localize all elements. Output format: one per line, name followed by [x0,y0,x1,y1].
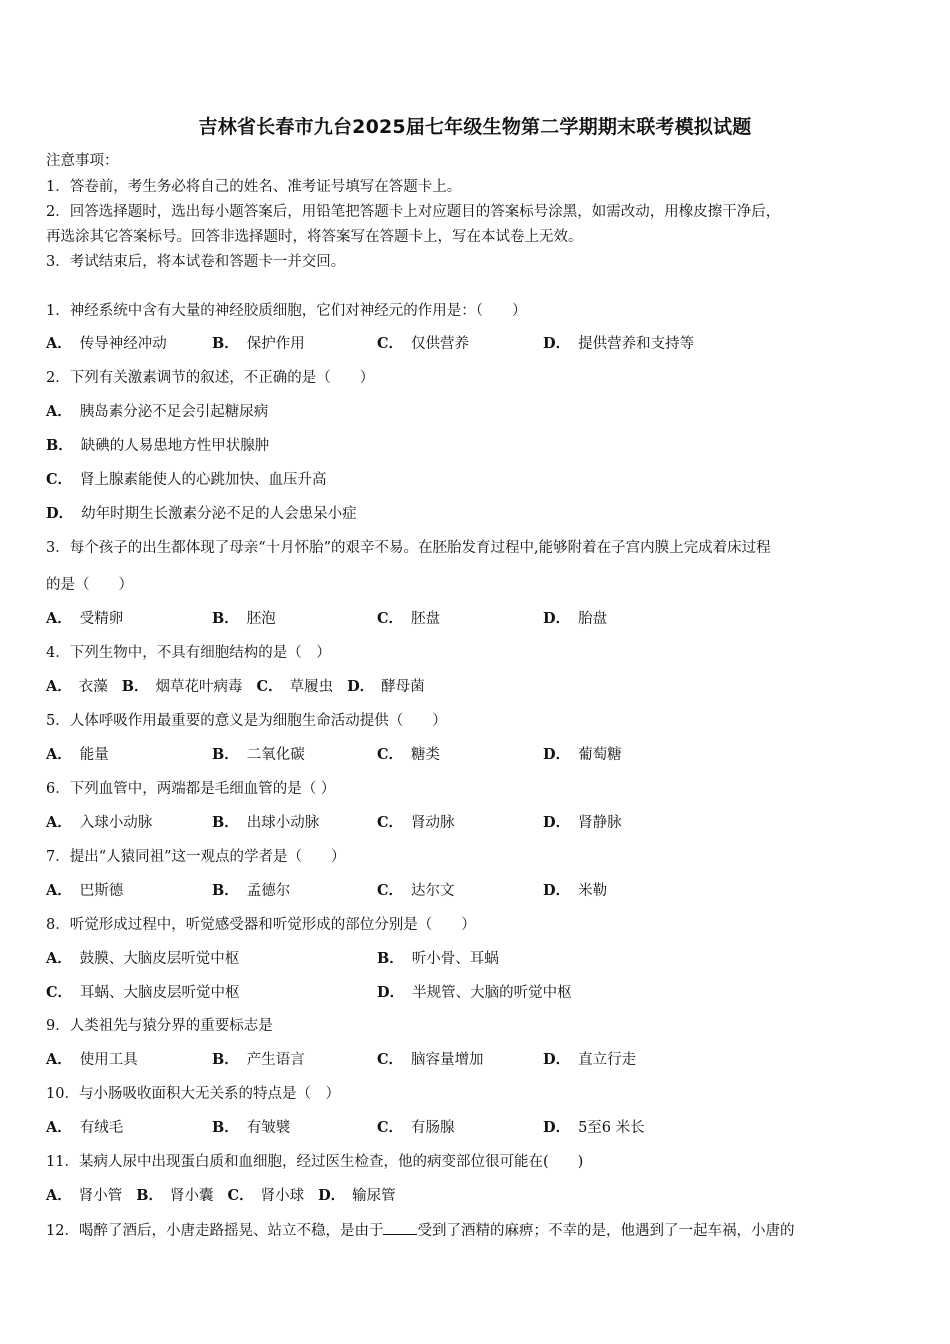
question-6-option-a: A． 入球小动脉 [46,814,153,831]
question-7-option-b: B． 孟德尔 [212,882,291,899]
question-9-option-a: A． 使用工具 [46,1051,138,1068]
question-10-option-c: C． 有肠腺 [377,1119,455,1136]
answer-blank [383,1220,417,1235]
question-9-option-b: B． 产生语言 [212,1051,305,1068]
question-2-stem: 2．下列有关激素调节的叙述，不正确的是（ ） [46,370,375,386]
notice-item: 2．回答选择题时，选出每小题答案后，用铅笔把答题卡上对应题目的答案标号涂黑，如需改动，用橡皮擦干净后， [46,204,781,220]
question-6-option-c: C． 肾动脉 [377,814,455,831]
question-5-option-d: D． 葡萄糖 [543,746,622,763]
question-6-option-b: B． 出球小动脉 [212,814,320,831]
question-5-option-a: A． 能量 [46,746,109,763]
question-3-stem-continued: 的是（ ） [46,577,133,593]
question-9-option-d: D． 直立行走 [543,1051,637,1068]
notice-item: 1．答卷前，考生务必将自己的姓名、准考证号填写在答题卡上。 [46,179,462,195]
question-4-options: A． 衣藻 B． 烟草花叶病毒 C． 草履虫 D． 酵母菌 [46,678,425,695]
question-9-option-c: C． 脑容量增加 [377,1051,484,1068]
question-3-stem: 3．每个孩子的出生都体现了母亲“十月怀胎”的艰辛不易。在胚胎发育过程中,能够附着在子宫内膜上完成着床过程 [46,540,771,556]
question-10-option-b: B． 有皱襞 [212,1119,291,1136]
question-1-option-c: C． 仅供营养 [377,335,470,352]
question-9-stem: 9．人类祖先与猿分界的重要标志是 [46,1018,273,1034]
question-8-option-d: D． 半规管、大脑的听觉中枢 [377,984,572,1001]
question-8-option-b: B． 听小骨、耳蜗 [377,950,499,967]
question-2-option-c: C． 肾上腺素能使人的心跳加快、血压升高 [46,471,327,488]
question-4-stem: 4．下列生物中，不具有细胞结构的是（ ） [46,645,331,661]
question-6-option-d: D． 肾静脉 [543,814,622,831]
question-7-option-a: A． 巴斯德 [46,882,124,899]
question-11-stem: 11．某病人尿中出现蛋白质和血细胞，经过医生检查，他的病变部位很可能在( ) [46,1154,584,1170]
question-5-stem: 5．人体呼吸作用最重要的意义是为细胞生命活动提供（ ） [46,713,447,729]
question-5-option-b: B． 二氧化碳 [212,746,305,763]
question-10-stem: 10．与小肠吸收面积大无关系的特点是（ ） [46,1086,340,1102]
question-12-stem-part-a: 12．喝醉了酒后，小唐走路摇晃、站立不稳，是由于 [46,1223,384,1239]
question-3-option-d: D． 胎盘 [543,610,608,627]
question-12-stem-part-b: 受到了酒精的麻痹；不幸的是，他遇到了一起车祸，小唐的 [417,1223,795,1239]
question-1-option-a: A． 传导神经冲动 [46,335,167,352]
question-7-stem: 7．提出“人猿同祖”这一观点的学者是（ ） [46,849,346,865]
question-2-option-b: B． 缺碘的人易患地方性甲状腺肿 [46,437,270,454]
question-11-options: A． 肾小管 B． 肾小囊 C． 肾小球 D． 输尿管 [46,1187,396,1204]
question-2-option-d: D． 幼年时期生长激素分泌不足的人会患呆小症 [46,505,357,522]
question-5-option-c: C． 糖类 [377,746,441,763]
question-8-option-a: A． 鼓膜、大脑皮层听觉中枢 [46,950,240,967]
question-3-option-c: C． 胚盘 [377,610,441,627]
question-3-option-a: A． 受精卵 [46,610,124,627]
question-10-option-a: A． 有绒毛 [46,1119,124,1136]
question-1-option-b: B． 保护作用 [212,335,305,352]
question-10-option-d: D． 5至6 米长 [543,1119,645,1136]
question-8-stem: 8．听觉形成过程中，听觉感受器和听觉形成的部位分别是（ ） [46,917,476,933]
question-3-option-b: B． 胚泡 [212,610,276,627]
page-title: 吉林省长春市九台2025届七年级生物第二学期期末联考模拟试题 [198,116,752,138]
notice-item: 3．考试结束后，将本试卷和答题卡一并交回。 [46,254,346,270]
question-1-stem: 1．神经系统中含有大量的神经胶质细胞，它们对神经元的作用是：（ ） [46,303,527,319]
question-7-option-d: D． 米勒 [543,882,608,899]
notice-heading: 注意事项： [46,153,119,169]
question-12-stem [46,1220,794,1241]
question-7-option-c: C． 达尔文 [377,882,455,899]
question-6-stem: 6．下列血管中，两端都是毛细血管的是（ ） [46,781,336,797]
question-8-option-c: C． 耳蜗、大脑皮层听觉中枢 [46,984,240,1001]
question-1-option-d: D． 提供营养和支持等 [543,335,695,352]
question-2-option-a: A． 胰岛素分泌不足会引起糖尿病 [46,403,269,420]
notice-item: 再选涂其它答案标号。回答非选择题时，将答案写在答题卡上，写在本试卷上无效。 [46,229,583,245]
